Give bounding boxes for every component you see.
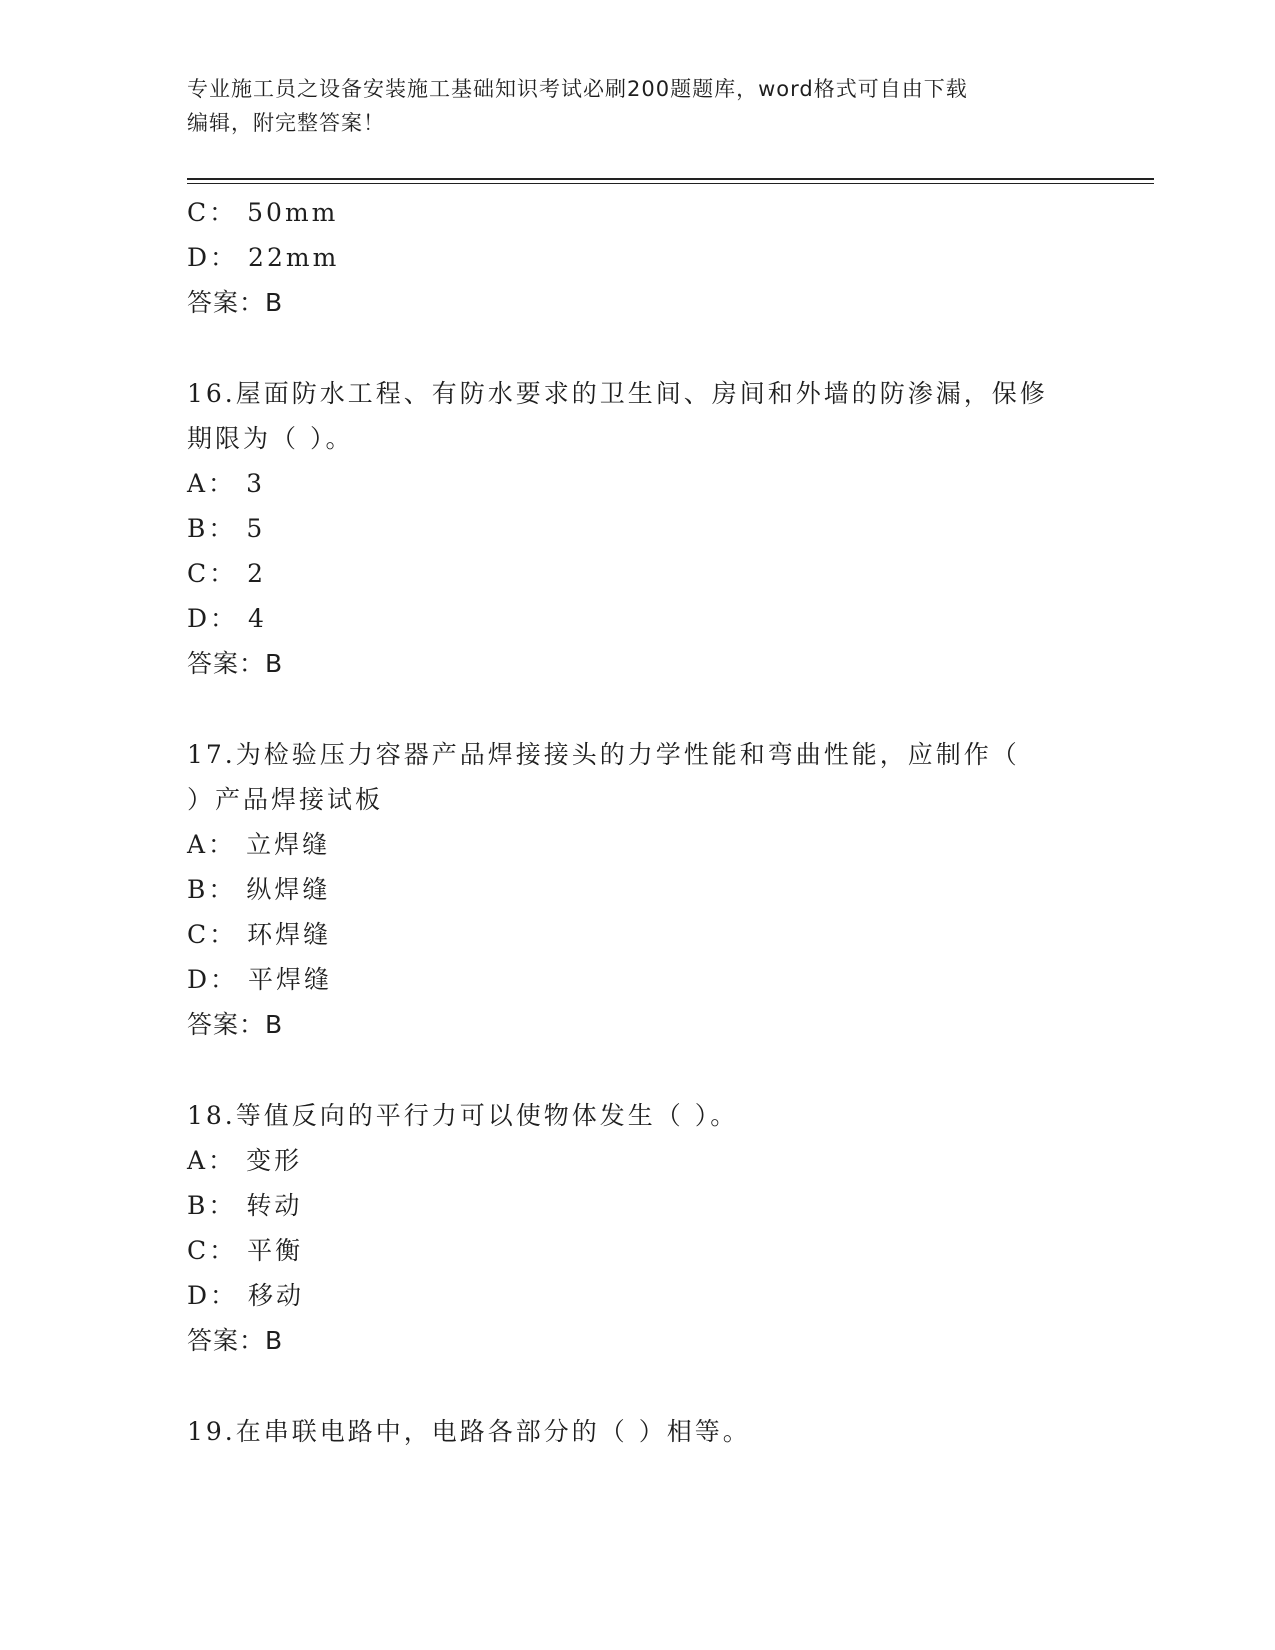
option-text: 3: [246, 469, 265, 498]
option-row: [187, 461, 1087, 506]
question-block-17: [187, 732, 1087, 1047]
option-key: A：: [187, 830, 237, 859]
option-row: [187, 235, 1087, 280]
option-row: [187, 190, 1087, 235]
option-key: C：: [187, 920, 238, 949]
option-text: 立焊缝: [246, 830, 331, 859]
option-key: A：: [187, 469, 237, 498]
answer-line: 答案：B: [187, 1326, 284, 1355]
option-key: D：: [187, 604, 239, 633]
option-key: C：: [187, 198, 238, 227]
option-text: 变形: [246, 1146, 303, 1175]
option-row: [187, 1138, 1087, 1183]
option-key: C：: [187, 559, 238, 588]
option-text: 平焊缝: [248, 965, 333, 994]
option-row: [187, 551, 1087, 596]
option-text: 平衡: [247, 1236, 304, 1265]
question-stem: 期限为（ ）。: [187, 424, 354, 453]
option-row: [187, 867, 1087, 912]
header-rule-thin: [187, 183, 1154, 184]
option-text: 4: [248, 604, 267, 633]
option-row: [187, 957, 1087, 1002]
question-stem: 18.等值反向的平行力可以使物体发生（ ）。: [187, 1101, 739, 1130]
header-rule-thick: [187, 178, 1154, 180]
question-stem: 19.在串联电路中，电路各部分的（ ）相等。: [187, 1417, 751, 1446]
header-line-2: 编辑，附完整答案！: [187, 111, 385, 135]
spacer: [187, 1047, 1087, 1093]
answer-line: 答案：B: [187, 288, 284, 317]
spacer: [187, 1363, 1087, 1409]
option-key: B：: [187, 1191, 237, 1220]
question-block-18: [187, 1093, 1087, 1363]
option-key: B：: [187, 875, 237, 904]
option-text: 22mm: [248, 243, 340, 272]
option-key: D：: [187, 1281, 239, 1310]
page-header: [187, 72, 1087, 140]
option-row: [187, 1228, 1087, 1273]
option-text: 2: [247, 559, 267, 588]
option-key: D：: [187, 965, 239, 994]
option-row: [187, 596, 1087, 641]
option-row: [187, 1273, 1087, 1318]
option-text: 5: [246, 514, 266, 543]
option-key: D：: [187, 243, 239, 272]
option-key: C：: [187, 1236, 238, 1265]
question-stem: ）产品焊接试板: [187, 785, 384, 814]
option-text: 转动: [246, 1191, 303, 1220]
option-key: A：: [187, 1146, 237, 1175]
question-stem: 17.为检验压力容器产品焊接接头的力学性能和弯曲性能，应制作（: [187, 740, 1020, 769]
option-key: B：: [187, 514, 237, 543]
question-list: [187, 190, 1087, 1454]
option-row: [187, 912, 1087, 957]
option-text: 纵焊缝: [246, 875, 331, 904]
answer-line: 答案：B: [187, 1010, 284, 1039]
option-text: 移动: [248, 1281, 305, 1310]
option-row: [187, 822, 1087, 867]
answer-line: 答案：B: [187, 649, 284, 678]
question-block-19: [187, 1409, 1087, 1454]
carryover-block: [187, 190, 1087, 325]
question-stem: 16.屋面防水工程、有防水要求的卫生间、房间和外墙的防渗漏，保修: [187, 379, 1048, 408]
option-row: [187, 1183, 1087, 1228]
spacer: [187, 325, 1087, 371]
header-line-1: 专业施工员之设备安装施工基础知识考试必刷200题题库，word格式可自由下载: [187, 77, 968, 101]
option-text: 环焊缝: [247, 920, 332, 949]
option-row: [187, 506, 1087, 551]
option-text: 50mm: [247, 198, 339, 227]
spacer: [187, 686, 1087, 732]
question-block-16: [187, 371, 1087, 686]
